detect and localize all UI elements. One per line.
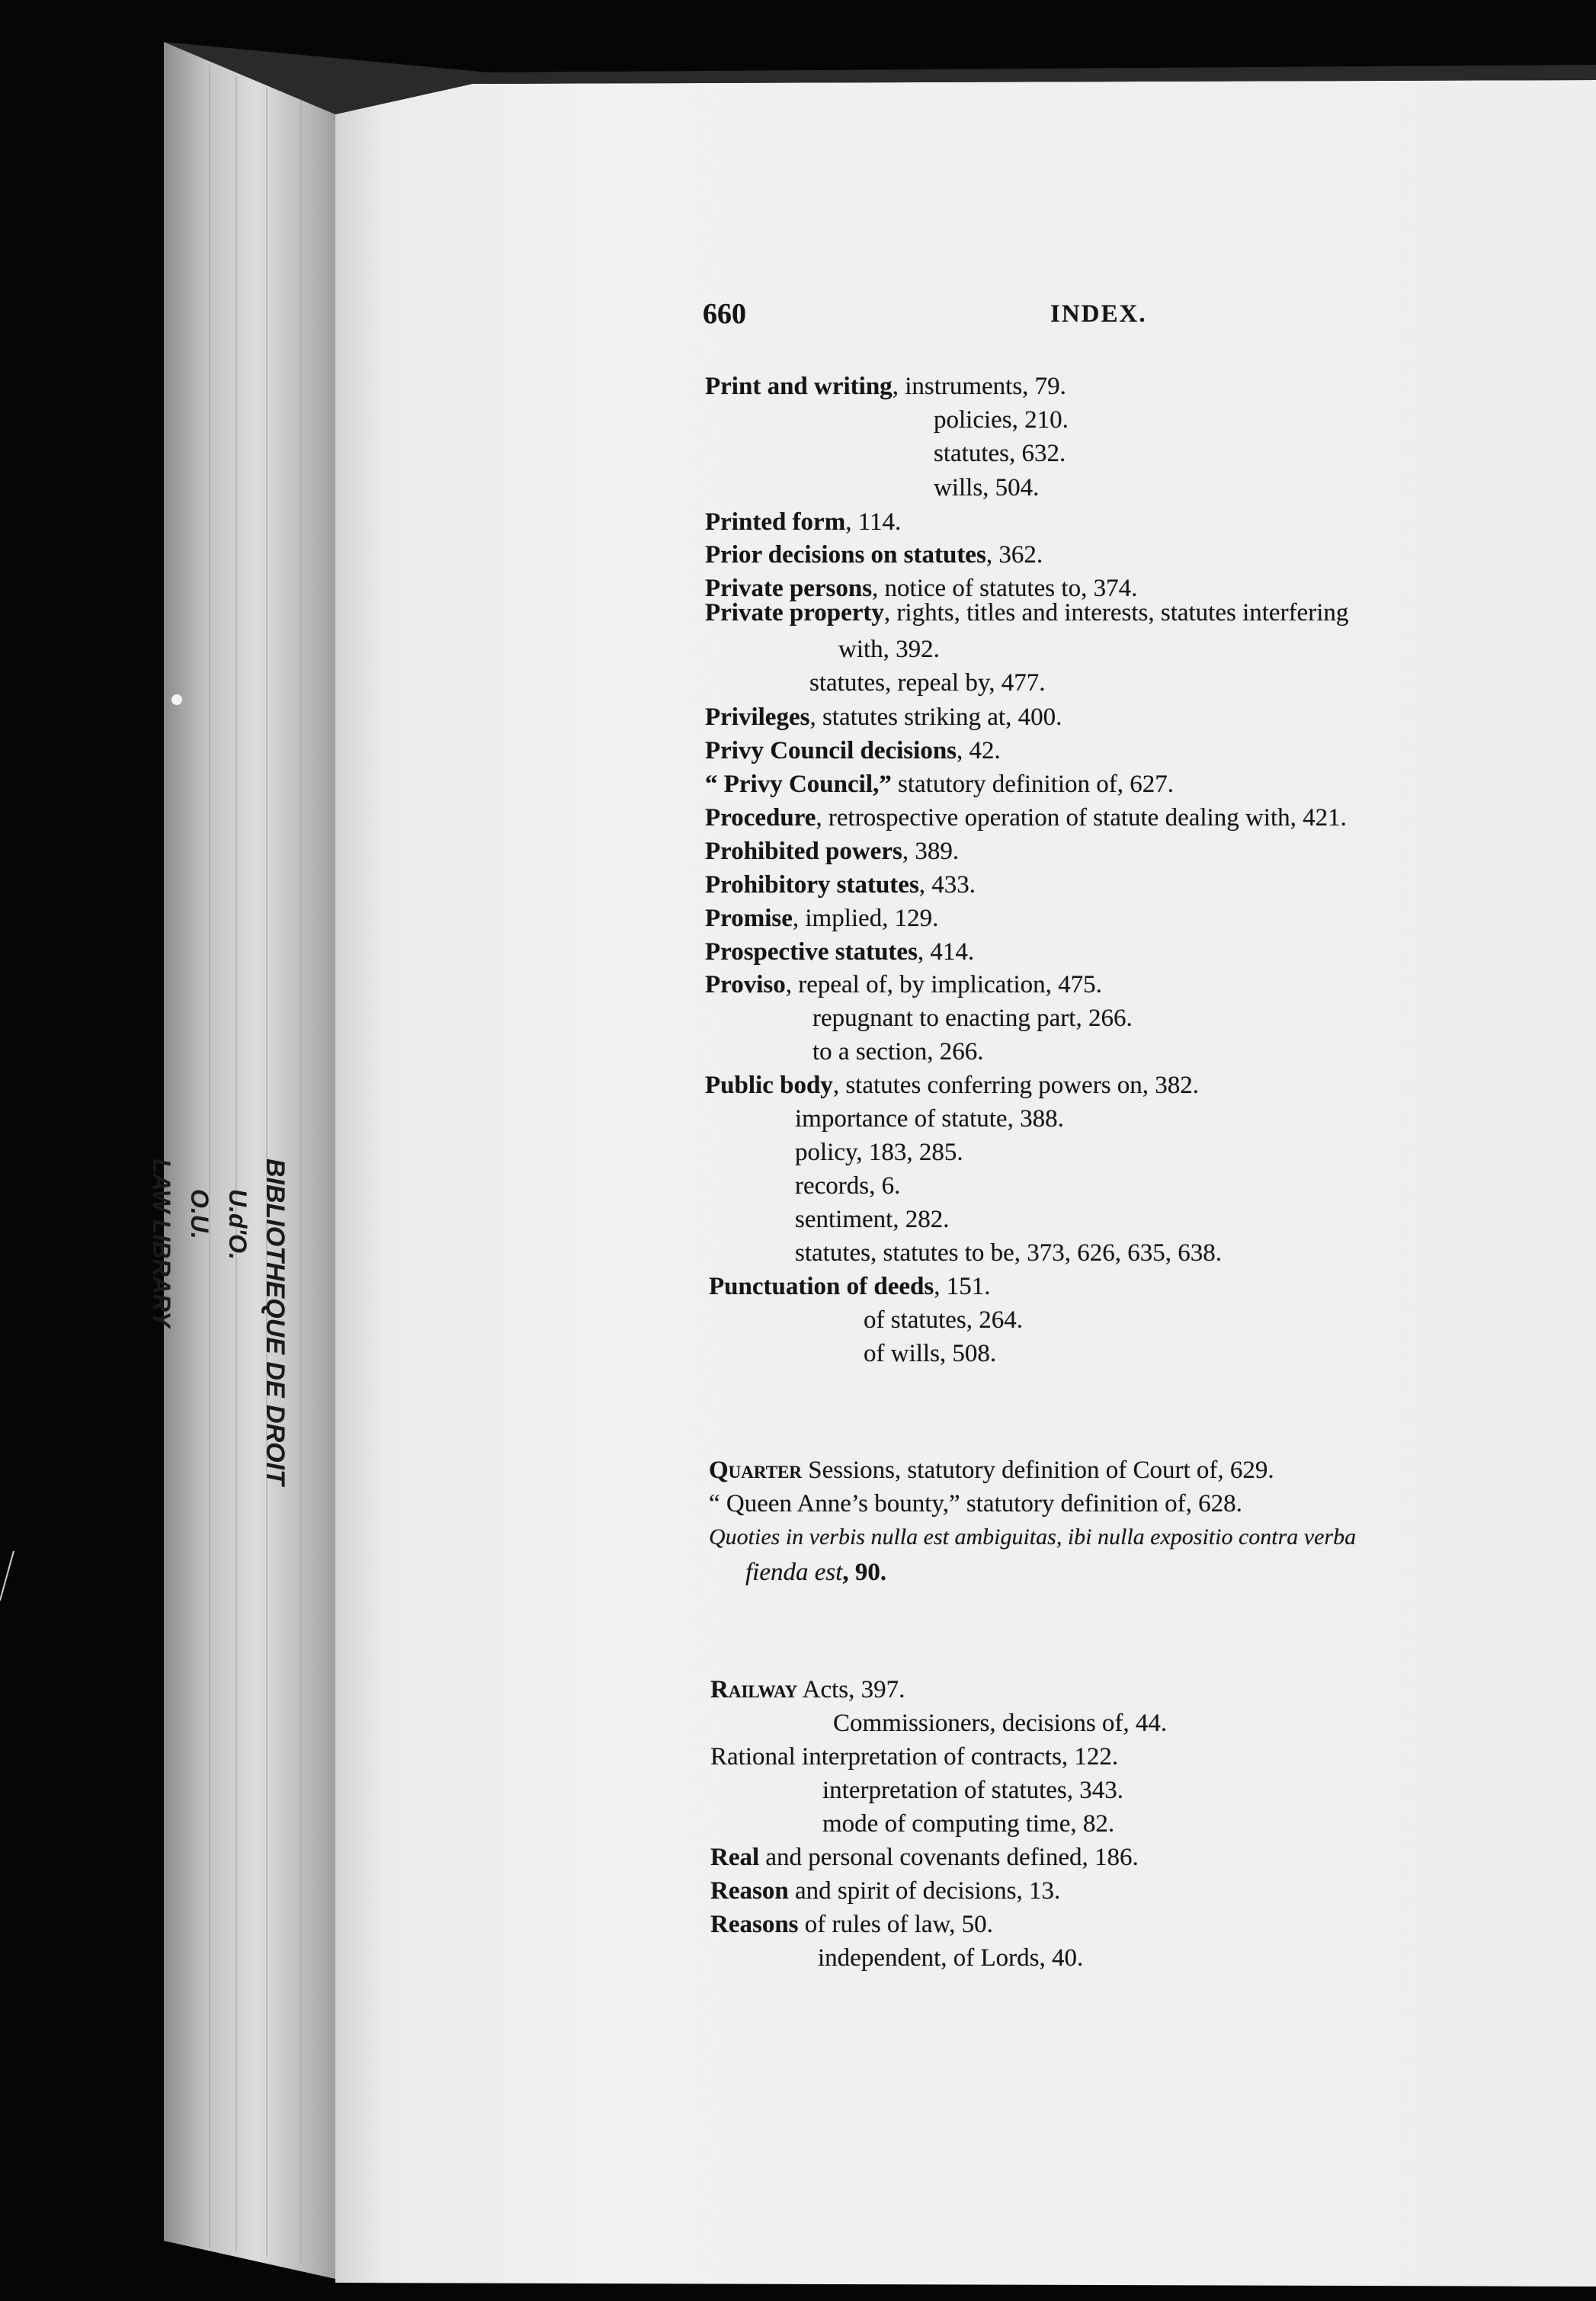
index-heading: Proviso xyxy=(705,971,786,998)
index-entry xyxy=(705,870,976,900)
index-heading: “ Privy Council,” xyxy=(705,771,892,798)
index-subentry: of statutes, 264. xyxy=(864,1306,1023,1334)
index-entry xyxy=(705,735,1001,766)
index-subentry: policies, 210. xyxy=(934,406,1069,434)
index-text: , 42. xyxy=(957,737,1001,764)
index-heading: “ Queen Anne’s bounty,” xyxy=(709,1490,960,1517)
index-entry xyxy=(705,903,938,934)
index-subentry: policy, 183, 285. xyxy=(795,1139,963,1166)
stamp-line-university: U.d'O. xyxy=(224,1189,252,1260)
stamp-line-university-en: O.U. xyxy=(186,1189,213,1239)
index-entry xyxy=(709,1489,1242,1519)
index-subentry: sentiment, 282. xyxy=(795,1206,950,1233)
index-entry xyxy=(710,1876,1060,1906)
index-heading: Public body xyxy=(705,1072,833,1099)
index-entry xyxy=(705,507,901,537)
index-text: , repeal of, by implication, 475. xyxy=(785,971,1102,998)
index-entry xyxy=(705,937,974,967)
index-entry xyxy=(710,1674,905,1705)
index-heading: Privileges xyxy=(705,703,810,731)
index-text: , statutes conferring powers on, 382. xyxy=(832,1072,1200,1099)
index-entry xyxy=(705,836,959,867)
index-entry xyxy=(710,1742,1118,1772)
index-heading: Quarter xyxy=(709,1457,802,1484)
index-heading: Printed form xyxy=(705,508,846,536)
index-heading: Print and writing xyxy=(705,373,893,400)
index-text: statutory definition of, 628. xyxy=(960,1490,1242,1517)
index-text: statutory definition of, 627. xyxy=(891,771,1175,798)
latin-maxim-text: fienda est xyxy=(745,1559,843,1586)
index-heading: Prohibited powers xyxy=(705,838,902,865)
index-text: of rules of law, 50. xyxy=(798,1911,993,1938)
index-entry xyxy=(705,803,1347,833)
index-entry xyxy=(705,540,1043,570)
index-subentry: mode of computing time, 82. xyxy=(822,1810,1115,1838)
index-text: , rights, titles and interests, statutes interfering xyxy=(883,599,1349,627)
index-text: , notice of statutes to, 374. xyxy=(872,575,1138,602)
index-heading: Private persons xyxy=(705,575,873,602)
index-text: interpretation of contracts, 122. xyxy=(795,1743,1119,1771)
index-heading: Private property xyxy=(705,599,884,627)
index-entry xyxy=(705,1070,1199,1101)
latin-maxim-continuation xyxy=(745,1557,886,1588)
index-entry xyxy=(709,1271,990,1302)
latin-maxim: Quoties in verbis nulla est ambiguitas, ibi nulla expositio contra verba xyxy=(709,1524,1357,1549)
index-heading: Rational xyxy=(710,1743,796,1771)
index-entry xyxy=(705,371,1066,402)
index-text: , statutes striking at, 400. xyxy=(809,703,1062,731)
index-subentry: records, 6. xyxy=(795,1172,901,1200)
index-text: , 114. xyxy=(845,508,902,536)
index-text: Sessions, statutory definition of Court of, 629. xyxy=(801,1457,1274,1484)
index-entry xyxy=(709,1455,1274,1485)
index-text: , 389. xyxy=(902,838,960,865)
index-subentry: statutes, statutes to be, 373, 626, 635, 638. xyxy=(795,1239,1223,1267)
index-entry xyxy=(705,769,1174,800)
index-text: , 433. xyxy=(918,871,976,899)
stamp-line-library-name: BIBLIOTHEQUE DE DROIT xyxy=(261,1159,290,1485)
page-number: 660 xyxy=(703,298,746,330)
index-heading: Punctuation of deeds xyxy=(709,1273,934,1300)
index-subentry: wills, 504. xyxy=(934,474,1040,502)
index-subentry: repugnant to enacting part, 266. xyxy=(812,1005,1133,1032)
index-entry xyxy=(705,702,1062,732)
index-heading: Prohibitory statutes xyxy=(705,871,919,899)
index-subentry: Commissioners, decisions of, 44. xyxy=(833,1710,1168,1737)
index-heading: Real xyxy=(710,1844,760,1871)
index-entry xyxy=(705,969,1102,1000)
index-heading: Promise xyxy=(705,905,793,932)
index-heading: Prospective statutes xyxy=(705,938,918,966)
index-subentry: to a section, 266. xyxy=(812,1038,984,1066)
index-subentry: interpretation of statutes, 343. xyxy=(822,1777,1123,1804)
index-heading: Privy Council decisions xyxy=(705,737,957,764)
index-heading: Reasons xyxy=(710,1911,799,1938)
index-text: , implied, 129. xyxy=(792,905,939,932)
index-subentry: independent, of Lords, 40. xyxy=(818,1944,1084,1972)
index-text: and personal covenants defined, 186. xyxy=(759,1844,1139,1871)
index-text: , 362. xyxy=(985,541,1043,569)
index-entry xyxy=(710,1909,993,1940)
index-subentry: statutes, 632. xyxy=(934,440,1066,467)
index-continuation: with, 392. xyxy=(838,636,940,663)
index-text: , 90. xyxy=(842,1559,887,1586)
index-text: and spirit of decisions, 13. xyxy=(788,1877,1061,1905)
index-text: , retrospective operation of statute dealing with, 421. xyxy=(816,804,1347,832)
index-heading: Railway xyxy=(710,1676,798,1703)
index-heading: Prior decisions on statutes xyxy=(705,541,986,569)
index-subentry: importance of statute, 388. xyxy=(795,1105,1064,1133)
stamp-line-law-library: LAW LIBRARY xyxy=(148,1159,175,1328)
index-text: , instruments, 79. xyxy=(892,373,1066,400)
index-text: , 414. xyxy=(917,938,975,966)
index-heading: Reason xyxy=(710,1877,789,1905)
index-entry xyxy=(710,1842,1139,1873)
index-text: , 151. xyxy=(934,1273,991,1300)
running-head: INDEX. xyxy=(1050,300,1147,328)
index-subentry: statutes, repeal by, 477. xyxy=(809,669,1046,697)
index-entry xyxy=(705,598,1348,628)
index-text: Acts, 397. xyxy=(797,1676,905,1703)
index-heading: Procedure xyxy=(705,804,816,832)
index-subentry: of wills, 508. xyxy=(864,1340,997,1367)
